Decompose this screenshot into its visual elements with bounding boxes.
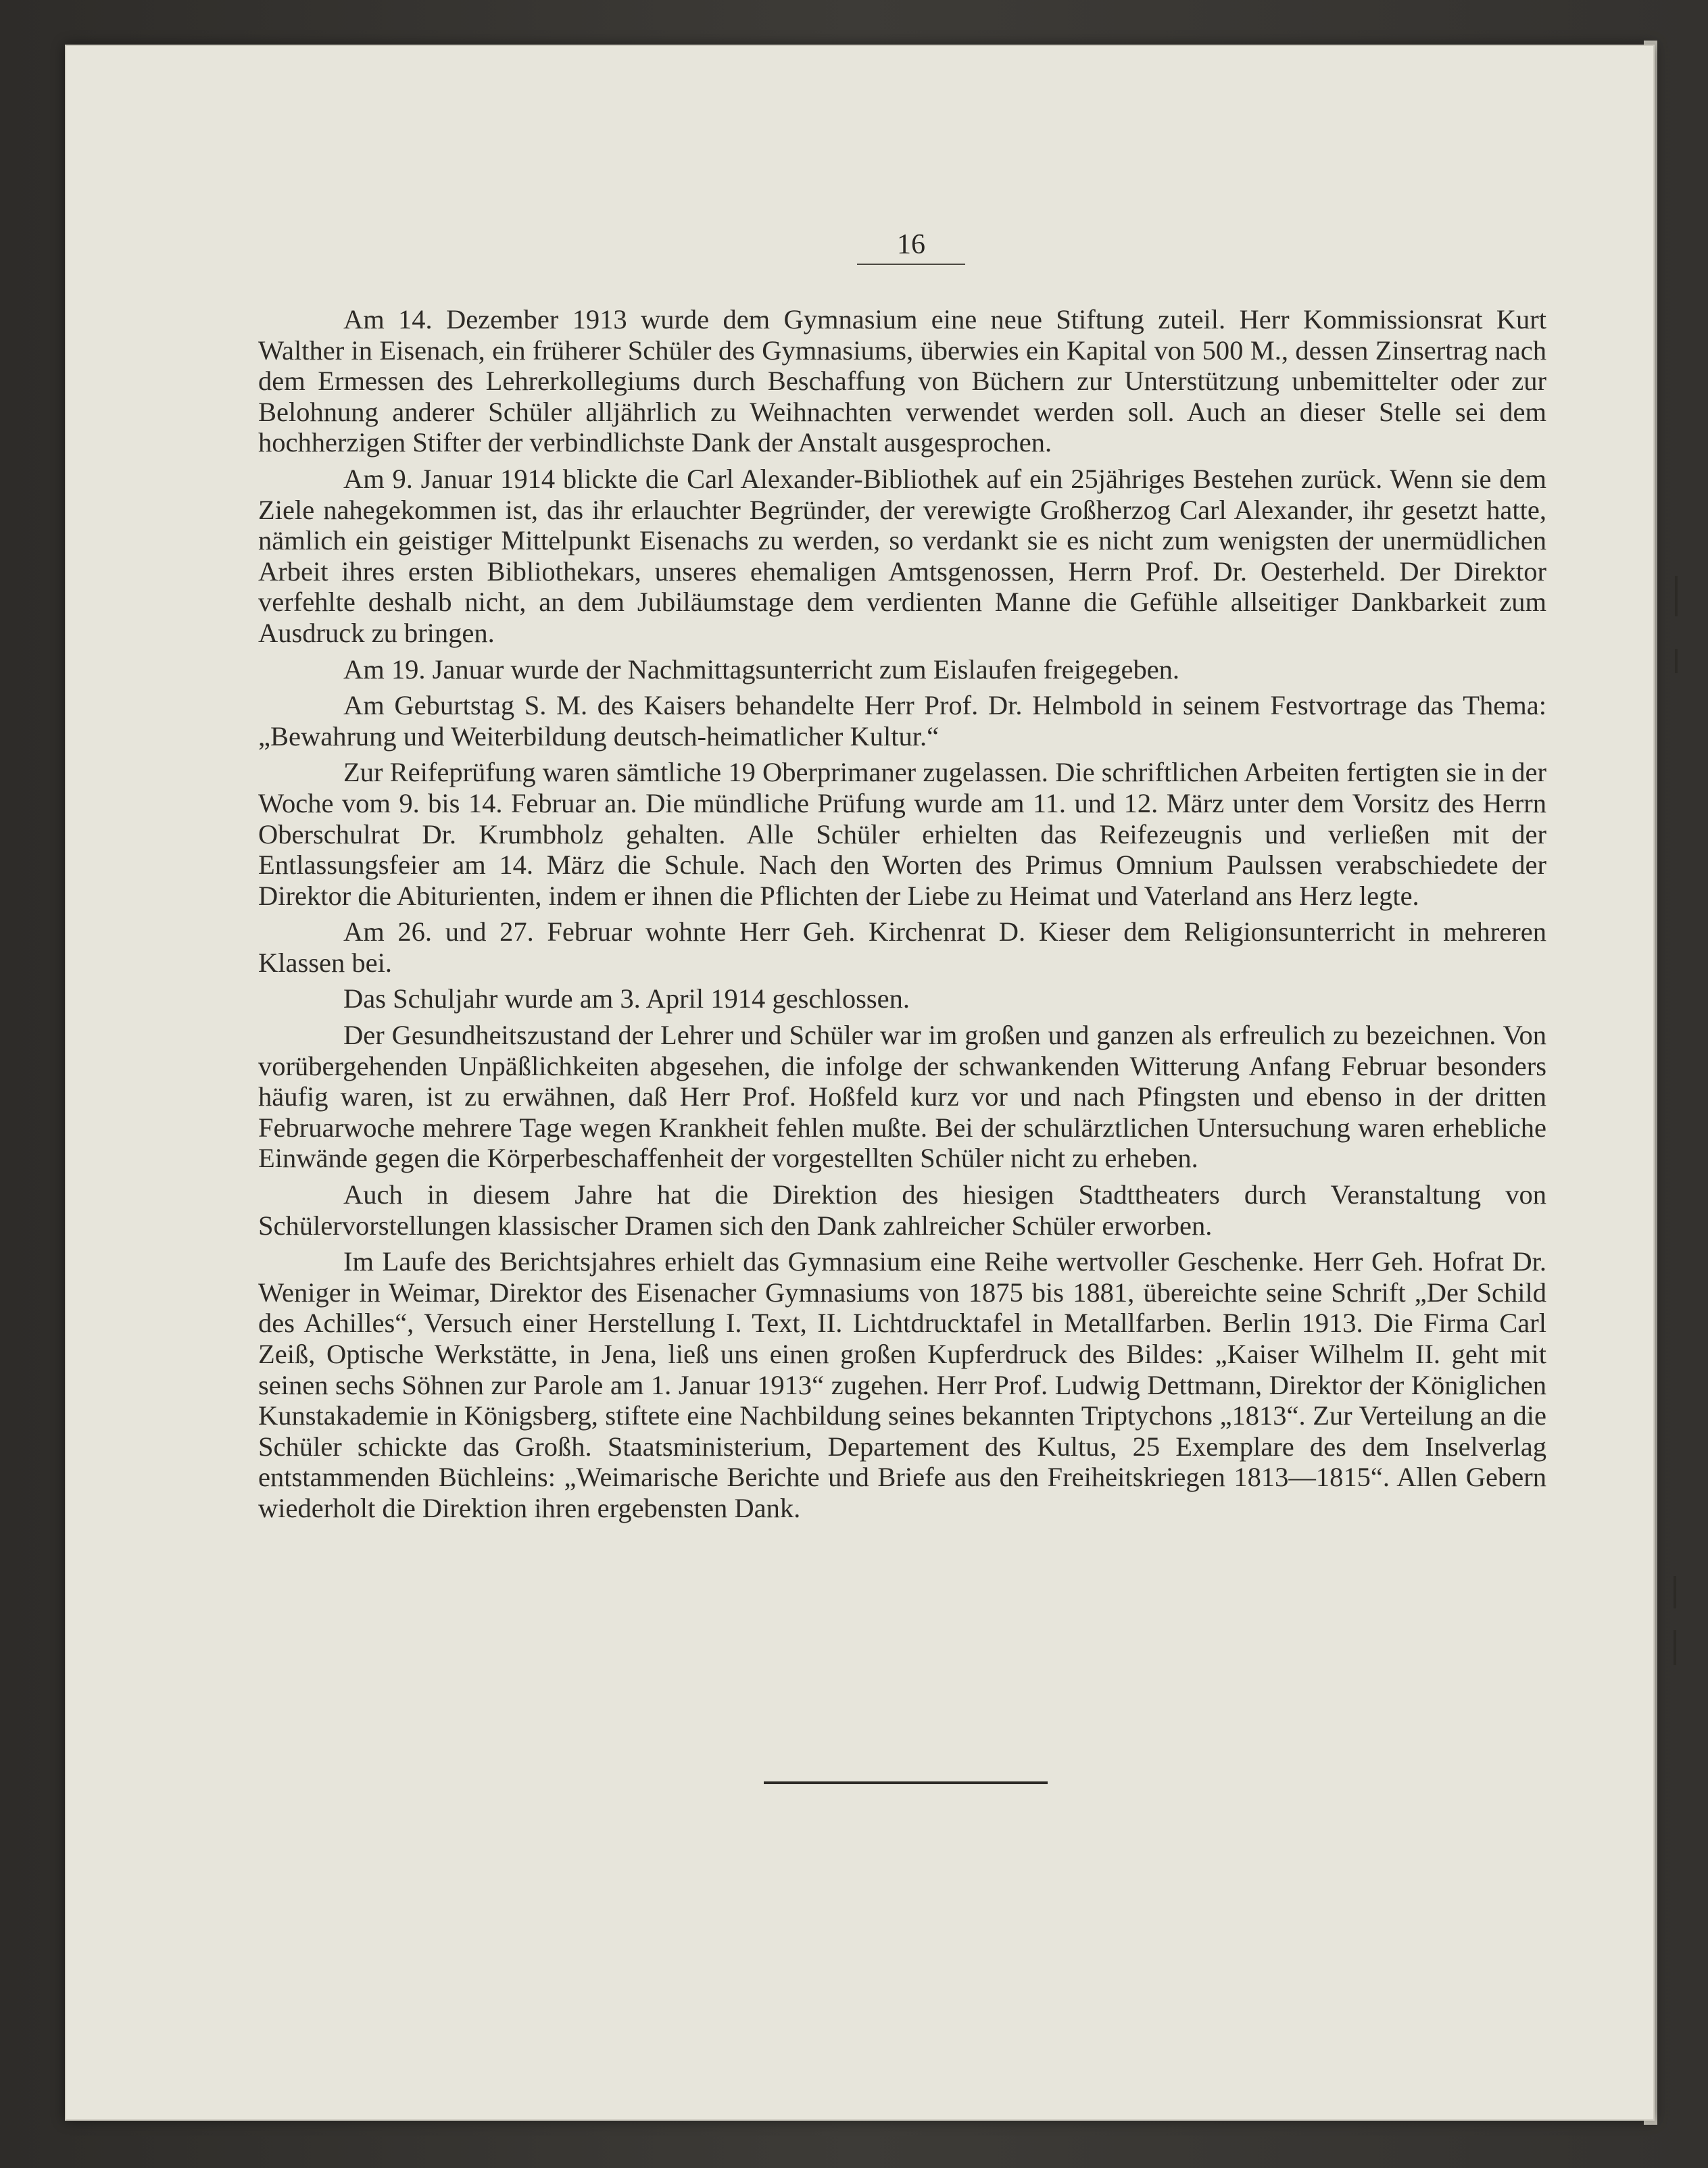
paragraph-geschenke: Im Laufe des Berichtsjahres erhielt das Gymnasium eine Reihe wertvoller Geschenke. Herr Geh. Hofrat Dr. Weniger in Weimar, Direktor des Eisenacher Gymnasiums von 1875 bis 1881, übereichte seine Schrift „Der Schild des Achilles“, Versuch einer Herstellung I. Text, II. Lichtdrucktafel in Metallfarben. Berlin 1913. Die Firma Carl Zeiß, Optische Werkstätte, in Jena, ließ uns einen großen Kupferdruck des Bildes: „Kaiser Wilhelm II. geht mit seinen sechs Söhnen zur Parole am 1. Januar 1913“ zugehen. Herr Prof. Ludwig Dettmann, Direktor der Königlichen Kunstakademie in Königsberg, stiftete eine Nachbildung seines bekannten Triptychons „1813“. Zur Verteilung an die Schüler schickte das Großh. Staatsministerium, Departement des Kultus, 25 Exemplare des dem Inselverlag entstammenden Büchleins: „Weimarische Berichte und Briefe aus den Freiheitskriegen 1813—1815“. Allen Gebern wiederholt die Direktion ihren ergebensten Dank.: [258, 1246, 1546, 1523]
paragraph-schuljahr: Das Schuljahr wurde am 3. April 1914 geschlossen.: [343, 983, 910, 1014]
page-number: 16: [857, 228, 965, 265]
paragraph-kaisers-geburtstag: Am Geburtstag S. M. des Kaisers behandelte Herr Prof. Dr. Helmbold in seinem Festvortrage das Thema: „Bewahrung und Weiterbildung deutsch-heimatlicher Kultur.“: [258, 690, 1546, 752]
margin-mark: [1674, 1630, 1676, 1665]
end-rule: [764, 1781, 1048, 1784]
paragraph-eislaufen: Am 19. Januar wurde der Nachmittagsunterricht zum Eislaufen freigegeben.: [343, 654, 1180, 685]
margin-mark: [1674, 1576, 1676, 1608]
paragraph-stiftung: Am 14. Dezember 1913 wurde dem Gymnasium eine neue Stiftung zuteil. Herr Kommissionsrat Kurt Walther in Eisenach, ein früherer Schüler des Gymnasiums, überwies ein Kapital von 500 M., dessen Zinsertrag nach dem Ermessen des Lehrerkollegiums durch Beschaffung von Büchern zur Unterstützung unbemittelter oder zur Belohnung anderer Schüler alljährlich zu Weihnachten verwendet werden soll. Auch an dieser Stelle sei dem hochherzigen Stifter der verbindlichste Dank der Anstalt ausgesprochen.: [258, 304, 1546, 458]
text-body: [258, 304, 1546, 1529]
margin-mark: [1675, 649, 1678, 673]
paragraph-bibliothek: Am 9. Januar 1914 blickte die Carl Alexander-Bibliothek auf ein 25jähriges Bestehen zurück. Wenn sie dem Ziele nahegekommen ist, das ihr erlauchter Begründer, der verewigte Großherzog Carl Alexander, ihr gesetzt hatte, nämlich ein geistiger Mittelpunkt Eisenachs zu werden, so verdankt sie es nicht zum wenigsten der unermüdlichen Arbeit ihres ersten Bibliothekars, unseres ehemaligen Amtsgenossen, Herrn Prof. Dr. Oesterheld. Der Direktor verfehlte deshalb nicht, an dem Jubiläumstage dem verdienten Manne die Gefühle allseitiger Dankbarkeit zum Ausdruck zu bringen.: [258, 463, 1546, 648]
margin-mark: [1675, 576, 1678, 616]
paragraph-reifepruefung: Zur Reifeprüfung waren sämtliche 19 Oberprimaner zugelassen. Die schriftlichen Arbeiten fertigten sie in der Woche vom 9. bis 14. Februar an. Die mündliche Prüfung wurde am 11. und 12. März unter dem Vorsitz des Herrn Oberschulrat Dr. Krumbholz gehalten. Alle Schüler erhielten das Reifezeugnis und verließen mit der Entlassungsfeier am 14. März die Schule. Nach den Worten des Primus Omnium Paulssen verabschiedete der Direktor die Abiturienten, indem er ihnen die Pflichten der Liebe zu Heimat und Vaterland ans Herz legte.: [258, 757, 1546, 911]
paragraph-religionsunterricht: Am 26. und 27. Februar wohnte Herr Geh. Kirchenrat D. Kieser dem Religionsunterricht in mehreren Klassen bei.: [258, 916, 1546, 978]
paragraph-stadttheater: Auch in diesem Jahre hat die Direktion des hiesigen Stadttheaters durch Veranstaltung von Schülervorstellungen klassischer Dramen sich den Dank zahlreicher Schüler erworben.: [258, 1179, 1546, 1241]
paragraph-gesundheit: Der Gesundheitszustand der Lehrer und Schüler war im großen und ganzen als erfreulich zu bezeichnen. Von vorübergehenden Unpäßlichkeiten abgesehen, die infolge der schwankenden Witterung Anfang Februar besonders häufig waren, ist zu erwähnen, daß Herr Prof. Hoßfeld kurz vor und nach Pfingsten und ebenso in der dritten Februarwoche mehrere Tage wegen Krankheit fehlen mußte. Bei der schulärztlichen Untersuchung waren erhebliche Einwände gegen die Körperbeschaffenheit der vorgestellten Schüler nicht zu erheben.: [258, 1020, 1546, 1174]
